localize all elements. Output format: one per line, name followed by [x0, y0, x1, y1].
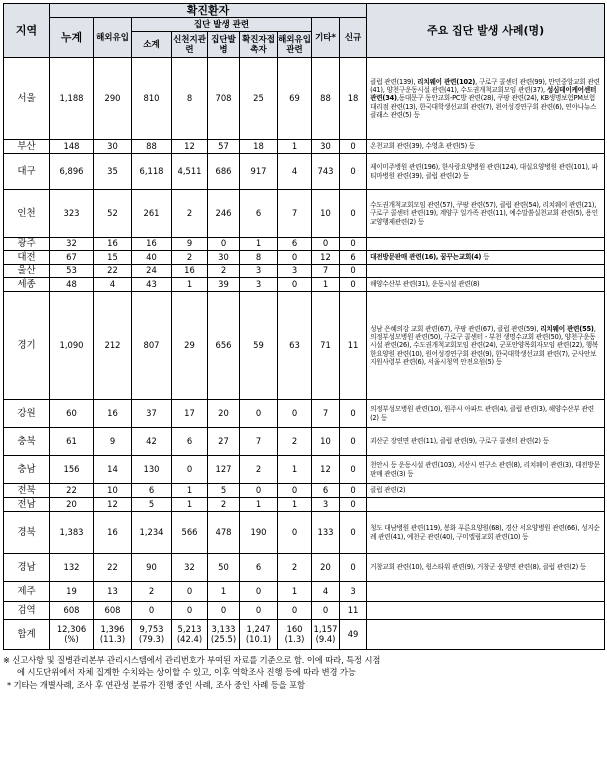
table-row	[4, 154, 605, 190]
shincheonji-cell: 0	[172, 456, 208, 484]
highlighted-case-text: 성심데이케어센터 관련(34)	[370, 86, 597, 103]
subtotal-cell: 0	[132, 602, 172, 620]
overseas-cell: 4	[94, 278, 132, 292]
subtotal-cell: 16	[132, 238, 172, 251]
region-cell: 부산	[4, 140, 50, 154]
shincheonji-cell: 0	[172, 582, 208, 602]
contact-cell: 3	[240, 265, 278, 278]
highlighted-case-text: 대전방문판매 관련(16), 꿈꾸는교회(4)	[370, 253, 482, 262]
total-percent: (9.4)	[315, 633, 336, 644]
footnote-1-line-1: ※ 신고사항 및 질병관리본부 관리시스템에서 관리번호가 부여된 자료를 기준으로 함. 이에 따라, 특정 시점	[3, 655, 381, 665]
case-text: , 구로구 콜센터 관련(99), 만민중앙교회 관련(41), 양천구운동시설 관련(41), 수도권개척교회모임 관련(37),	[370, 77, 600, 95]
main-cases-cell	[367, 582, 605, 602]
subtotal-cell: 2	[132, 582, 172, 602]
shincheonji-cell: 8	[172, 58, 208, 140]
table-row	[4, 582, 605, 602]
other-cell: 133	[312, 512, 340, 554]
cluster-cell: 5	[208, 484, 240, 498]
header-cluster: 집단 발생 관련	[132, 18, 312, 32]
total-cell: 61	[50, 428, 94, 456]
region-cell: 경남	[4, 554, 50, 582]
contact-cell: 6	[240, 554, 278, 582]
total-overseas-cell	[94, 620, 132, 650]
main-cases-cell	[367, 58, 605, 140]
subtotal-cell: 6,118	[132, 154, 172, 190]
case-text: 제이미주병원 관련(196), 한사랑요양병원 관련(124), 대실요양병원 관련(101), 파티마병원 관련(39), 클럽 관련(2) 등	[370, 163, 598, 180]
table-row	[4, 238, 605, 251]
cluster-cell: 708	[208, 58, 240, 140]
cluster-cell: 30	[208, 251, 240, 265]
region-cell: 충남	[4, 456, 50, 484]
contact-cell: 0	[240, 484, 278, 498]
overseas-cell: 14	[94, 456, 132, 484]
region-cell: 경기	[4, 292, 50, 400]
table-row	[4, 292, 605, 400]
cluster-cell: 0	[208, 602, 240, 620]
cluster-cell: 2	[208, 265, 240, 278]
table-row	[4, 456, 605, 484]
contact-cell: 1	[240, 498, 278, 512]
contact-cell: 2	[240, 456, 278, 484]
header-other: 기타*	[312, 18, 340, 58]
overseas-cell: 12	[94, 498, 132, 512]
cluster-cell: 686	[208, 154, 240, 190]
main-cases-cell	[367, 238, 605, 251]
overseas-rel-cell: 69	[278, 58, 312, 140]
region-cell: 대구	[4, 154, 50, 190]
overseas-rel-cell: 1	[278, 140, 312, 154]
overseas-cell: 16	[94, 400, 132, 428]
total-cell: 148	[50, 140, 94, 154]
main-cases-cell	[367, 265, 605, 278]
new-cell: 3	[340, 582, 367, 602]
region-cell: 인천	[4, 190, 50, 238]
table-row	[4, 140, 605, 154]
overseas-rel-cell: 3	[278, 265, 312, 278]
case-text: , 의정부성모병원 관련(50), 구로구 콜센터 - 부천 생명수교회 관련(50), 양천구운동시설 관련(26), 수도권개척교회모임 관련(24), 군포안양목회자모임 관련(22), 행복한요양원 관련(10), 원어성경연구회 관련(9), 한국대학생선교회 관련(7), 군사안보지원사령부 관련(6), 서울시청역 안전요원(5) 등	[370, 324, 599, 366]
total-percent: (42.4)	[176, 633, 203, 644]
highlighted-case-text: 리치웨이 관련(55)	[540, 324, 594, 333]
overseas-cell: 15	[94, 251, 132, 265]
other-cell: 10	[312, 428, 340, 456]
total-total-cell	[50, 620, 94, 650]
case-text: 등	[481, 253, 490, 262]
total-cell: 53	[50, 265, 94, 278]
table-row	[4, 190, 605, 238]
subtotal-cell: 6	[132, 484, 172, 498]
main-cases-cell	[367, 190, 605, 238]
contact-cell: 190	[240, 512, 278, 554]
cluster-cell: 2	[208, 498, 240, 512]
contact-cell: 59	[240, 292, 278, 400]
overseas-cell: 30	[94, 140, 132, 154]
subtotal-cell: 42	[132, 428, 172, 456]
other-cell: 0	[312, 238, 340, 251]
cluster-cell: 1	[208, 582, 240, 602]
contact-cell: 3	[240, 278, 278, 292]
new-cell: 0	[340, 400, 367, 428]
overseas-cell: 290	[94, 58, 132, 140]
new-cell: 0	[340, 554, 367, 582]
shincheonji-cell: 4,511	[172, 154, 208, 190]
region-cell: 대전	[4, 251, 50, 265]
shincheonji-cell: 29	[172, 292, 208, 400]
total-value: 1,157	[313, 624, 338, 634]
overseas-cell: 35	[94, 154, 132, 190]
other-cell: 20	[312, 554, 340, 582]
footnote-1	[3, 654, 604, 678]
case-text: 성남 은혜의강 교회 관련(67), 쿠팡 관련(67), 클럽 관련(59),	[370, 324, 541, 333]
contact-cell: 0	[240, 582, 278, 602]
case-text: ,동대문구 동안교회-PC방 관련(28), 쿠팡 관련(24), KB생명보험PM보험대리점 관련(13), 한국대학생선교회 관련(7), 왼어성경연구회 관련(6), 연아나뉴스클래스 관련(5) 등	[370, 94, 597, 119]
total-cell: 1,383	[50, 512, 94, 554]
main-cases-cell	[367, 292, 605, 400]
header-new: 신규	[340, 18, 367, 58]
subtotal-cell: 88	[132, 140, 172, 154]
total-percent: (10.1)	[245, 633, 272, 644]
total-other-cell	[312, 620, 340, 650]
overseas-cell: 22	[94, 554, 132, 582]
overseas-rel-cell: 1	[278, 498, 312, 512]
case-text: 의정부성모병원 관련(10), 원주시 아파트 관련(4), 클럽 관련(3), 해양수산부 관련(2) 등	[370, 405, 594, 422]
header-main-cases: 주요 집단 발생 사례(명)	[367, 4, 605, 58]
new-cell: 0	[340, 512, 367, 554]
region-cell: 강원	[4, 400, 50, 428]
other-cell: 12	[312, 456, 340, 484]
header-overseas-inflow: 해외유입	[94, 18, 132, 58]
overseas-cell: 52	[94, 190, 132, 238]
overseas-rel-cell: 6	[278, 238, 312, 251]
subtotal-cell: 5	[132, 498, 172, 512]
overseas-cell: 16	[94, 238, 132, 251]
table-row	[4, 554, 605, 582]
new-cell: 0	[340, 265, 367, 278]
total-contact-cell	[240, 620, 278, 650]
total-cell: 67	[50, 251, 94, 265]
case-text: 클럽 관련(2)	[370, 486, 406, 495]
case-text: 수도권개척교회모임 관련(57), 쿠팡 관련(57), 클럽 관련(54), 리치웨이 관련(21), 구로구 콜센터 관련(19), 계양구 일가족 관련(11), 예수말씀실천교회 관련(5), 용인교양행제관련(2) 등	[370, 201, 598, 226]
total-cases-empty	[367, 620, 605, 650]
shincheonji-cell: 1	[172, 484, 208, 498]
other-cell: 7	[312, 265, 340, 278]
subtotal-cell: 807	[132, 292, 172, 400]
overseas-cell: 9	[94, 428, 132, 456]
main-cases-cell	[367, 428, 605, 456]
shincheonji-cell: 16	[172, 265, 208, 278]
table-row	[4, 498, 605, 512]
overseas-rel-cell: 0	[278, 278, 312, 292]
total-shincheonji-cell	[172, 620, 208, 650]
overseas-rel-cell: 1	[278, 456, 312, 484]
subtotal-cell: 90	[132, 554, 172, 582]
region-cell: 전남	[4, 498, 50, 512]
subtotal-cell: 261	[132, 190, 172, 238]
case-text: 클럽 관련(139),	[370, 77, 418, 86]
other-cell: 30	[312, 140, 340, 154]
overseas-rel-cell: 63	[278, 292, 312, 400]
shincheonji-cell: 9	[172, 238, 208, 251]
total-percent: (%)	[64, 633, 79, 644]
total-cluster-cell	[208, 620, 240, 650]
cluster-cell: 27	[208, 428, 240, 456]
overseas-rel-cell: 2	[278, 554, 312, 582]
contact-cell: 8	[240, 251, 278, 265]
total-cell: 48	[50, 278, 94, 292]
cluster-cell: 57	[208, 140, 240, 154]
contact-cell: 25	[240, 58, 278, 140]
cluster-cell: 50	[208, 554, 240, 582]
cluster-cell: 20	[208, 400, 240, 428]
new-cell: 11	[340, 602, 367, 620]
overseas-rel-cell: 0	[278, 602, 312, 620]
overseas-cell: 22	[94, 265, 132, 278]
overseas-rel-cell: 4	[278, 154, 312, 190]
region-cell: 검역	[4, 602, 50, 620]
total-cell: 608	[50, 602, 94, 620]
shincheonji-cell: 17	[172, 400, 208, 428]
total-cell: 323	[50, 190, 94, 238]
total-value: 1,247	[246, 624, 271, 634]
overseas-rel-cell: 2	[278, 428, 312, 456]
shincheonji-cell: 1	[172, 278, 208, 292]
overseas-cell: 608	[94, 602, 132, 620]
subtotal-cell: 43	[132, 278, 172, 292]
table-row	[4, 251, 605, 265]
main-cases-cell	[367, 278, 605, 292]
header-confirmed: 확진환자	[50, 4, 367, 18]
table-row	[4, 428, 605, 456]
other-cell: 10	[312, 190, 340, 238]
total-percent: (1.3)	[284, 633, 305, 644]
table-row	[4, 265, 605, 278]
covid-cases-table	[3, 3, 605, 650]
total-value: 49	[347, 628, 359, 639]
overseas-rel-cell: 0	[278, 400, 312, 428]
contact-cell: 0	[240, 602, 278, 620]
cluster-cell: 246	[208, 190, 240, 238]
shincheonji-cell: 12	[172, 140, 208, 154]
overseas-cell: 10	[94, 484, 132, 498]
new-cell: 0	[340, 140, 367, 154]
region-cell: 울산	[4, 265, 50, 278]
total-percent: (25.5)	[210, 633, 237, 644]
new-cell: 0	[340, 428, 367, 456]
total-value: 160	[286, 624, 303, 634]
other-cell: 12	[312, 251, 340, 265]
total-cell: 1,188	[50, 58, 94, 140]
total-value: 3,133	[211, 624, 236, 634]
case-text: 청도 대남병원 관련(119), 봉화 푸른요양원(68), 경산 서요양병원 관련(66), 성지순례 관련(41), 예천군 관련(40), 구미엘림교회 관련(10) 등	[370, 524, 600, 541]
contact-cell: 1	[240, 238, 278, 251]
main-cases-cell	[367, 602, 605, 620]
total-percent: (11.3)	[99, 633, 126, 644]
other-cell: 1	[312, 278, 340, 292]
total-value: 1,396	[100, 624, 125, 634]
total-value: 12,306	[56, 624, 87, 634]
subtotal-cell: 24	[132, 265, 172, 278]
other-cell: 0	[312, 602, 340, 620]
total-cell: 1,090	[50, 292, 94, 400]
contact-cell: 18	[240, 140, 278, 154]
case-text: 천안시 등 운동시설 관련(103), 서산시 연구소 관련(8), 리치웨이 관련(3), 대전방문판매 관련(3) 등	[370, 461, 600, 478]
total-cell: 32	[50, 238, 94, 251]
total-percent: (79.3)	[138, 633, 165, 644]
main-cases-cell	[367, 498, 605, 512]
overseas-cell: 16	[94, 512, 132, 554]
shincheonji-cell: 2	[172, 251, 208, 265]
case-text: 괴산군 장연면 관련(11), 클럽 관련(9), 구로구 콜센터 관련(2) 등	[370, 437, 549, 446]
total-row	[4, 620, 605, 650]
new-cell: 0	[340, 238, 367, 251]
region-cell: 서울	[4, 58, 50, 140]
header-total: 누계	[50, 18, 94, 58]
shincheonji-cell: 32	[172, 554, 208, 582]
shincheonji-cell: 0	[172, 602, 208, 620]
total-new-cell	[340, 620, 367, 650]
overseas-rel-cell: 0	[278, 251, 312, 265]
footnote-1-line-2: 에 시도단위에서 자체 집계한 수치와는 상이할 수 있고, 이후 역학조사 진행 등에 따라 변경 가능	[17, 667, 356, 677]
new-cell: 11	[340, 292, 367, 400]
region-cell: 제주	[4, 582, 50, 602]
main-cases-cell	[367, 140, 605, 154]
case-text: 해양수산부 관련(31), 운동시설 관련(8)	[370, 280, 480, 289]
case-text: 거창교회 관련(10), 윙스타워 관련(9), 거창군 웅양면 관련(8), 클럽 관련(2) 등	[370, 563, 587, 572]
other-cell: 4	[312, 582, 340, 602]
main-cases-cell	[367, 512, 605, 554]
overseas-cell: 212	[94, 292, 132, 400]
overseas-rel-cell: 1	[278, 582, 312, 602]
shincheonji-cell: 1	[172, 498, 208, 512]
footnote-2: * 기타는 개별사례, 조사 후 연관성 분류가 진행 중인 사례, 조사 중인 사례 등을 포함	[7, 680, 305, 690]
main-cases-cell	[367, 400, 605, 428]
cluster-cell: 656	[208, 292, 240, 400]
other-cell: 3	[312, 498, 340, 512]
total-value: 9,753	[139, 624, 164, 634]
total-cell: 6,896	[50, 154, 94, 190]
main-cases-cell	[367, 484, 605, 498]
other-cell: 743	[312, 154, 340, 190]
table-row	[4, 278, 605, 292]
region-cell: 경북	[4, 512, 50, 554]
header-subtotal: 소계	[132, 32, 172, 58]
total-cell: 60	[50, 400, 94, 428]
overseas-rel-cell: 7	[278, 190, 312, 238]
total-cell: 132	[50, 554, 94, 582]
contact-cell: 7	[240, 428, 278, 456]
table-row	[4, 400, 605, 428]
header-shincheonji: 신천지관련	[172, 32, 208, 58]
other-cell: 71	[312, 292, 340, 400]
new-cell: 0	[340, 484, 367, 498]
table-row	[4, 602, 605, 620]
contact-cell: 0	[240, 400, 278, 428]
header-region: 지역	[4, 4, 50, 58]
total-cell: 22	[50, 484, 94, 498]
new-cell: 0	[340, 278, 367, 292]
region-cell: 세종	[4, 278, 50, 292]
main-cases-cell	[367, 251, 605, 265]
subtotal-cell: 40	[132, 251, 172, 265]
total-cell: 20	[50, 498, 94, 512]
cluster-cell: 127	[208, 456, 240, 484]
table-row	[4, 58, 605, 140]
main-cases-cell	[367, 456, 605, 484]
subtotal-cell: 1,234	[132, 512, 172, 554]
total-value: 5,213	[177, 624, 202, 634]
cluster-cell: 0	[208, 238, 240, 251]
region-cell: 충북	[4, 428, 50, 456]
other-cell: 7	[312, 400, 340, 428]
new-cell: 0	[340, 498, 367, 512]
total-label: 합계	[4, 620, 50, 650]
shincheonji-cell: 6	[172, 428, 208, 456]
table-row	[4, 512, 605, 554]
region-cell: 광주	[4, 238, 50, 251]
highlighted-case-text: 리치웨이 관련(102)	[417, 77, 476, 86]
new-cell: 0	[340, 190, 367, 238]
main-cases-cell	[367, 554, 605, 582]
other-cell: 88	[312, 58, 340, 140]
new-cell: 18	[340, 58, 367, 140]
header-contact: 확진자접촉자	[240, 32, 278, 58]
header-overseas-related: 해외유입관련	[278, 32, 312, 58]
new-cell: 0	[340, 456, 367, 484]
new-cell: 0	[340, 154, 367, 190]
new-cell: 6	[340, 251, 367, 265]
header-cluster-outbreak: 집단발병	[208, 32, 240, 58]
overseas-rel-cell: 0	[278, 484, 312, 498]
table-row	[4, 484, 605, 498]
total-overseas-rel-cell	[278, 620, 312, 650]
contact-cell: 917	[240, 154, 278, 190]
table-body	[4, 58, 605, 650]
subtotal-cell: 37	[132, 400, 172, 428]
subtotal-cell: 130	[132, 456, 172, 484]
region-cell: 전북	[4, 484, 50, 498]
overseas-rel-cell: 0	[278, 512, 312, 554]
total-cell: 156	[50, 456, 94, 484]
shincheonji-cell: 566	[172, 512, 208, 554]
case-text: 온천교회 관련(39), 수영초 관련(5) 등	[370, 142, 476, 151]
cluster-cell: 39	[208, 278, 240, 292]
main-cases-cell	[367, 154, 605, 190]
shincheonji-cell: 2	[172, 190, 208, 238]
total-subtotal-cell	[132, 620, 172, 650]
contact-cell: 6	[240, 190, 278, 238]
other-cell: 6	[312, 484, 340, 498]
overseas-cell: 13	[94, 582, 132, 602]
cluster-cell: 478	[208, 512, 240, 554]
subtotal-cell: 810	[132, 58, 172, 140]
total-cell: 19	[50, 582, 94, 602]
page	[3, 3, 604, 691]
